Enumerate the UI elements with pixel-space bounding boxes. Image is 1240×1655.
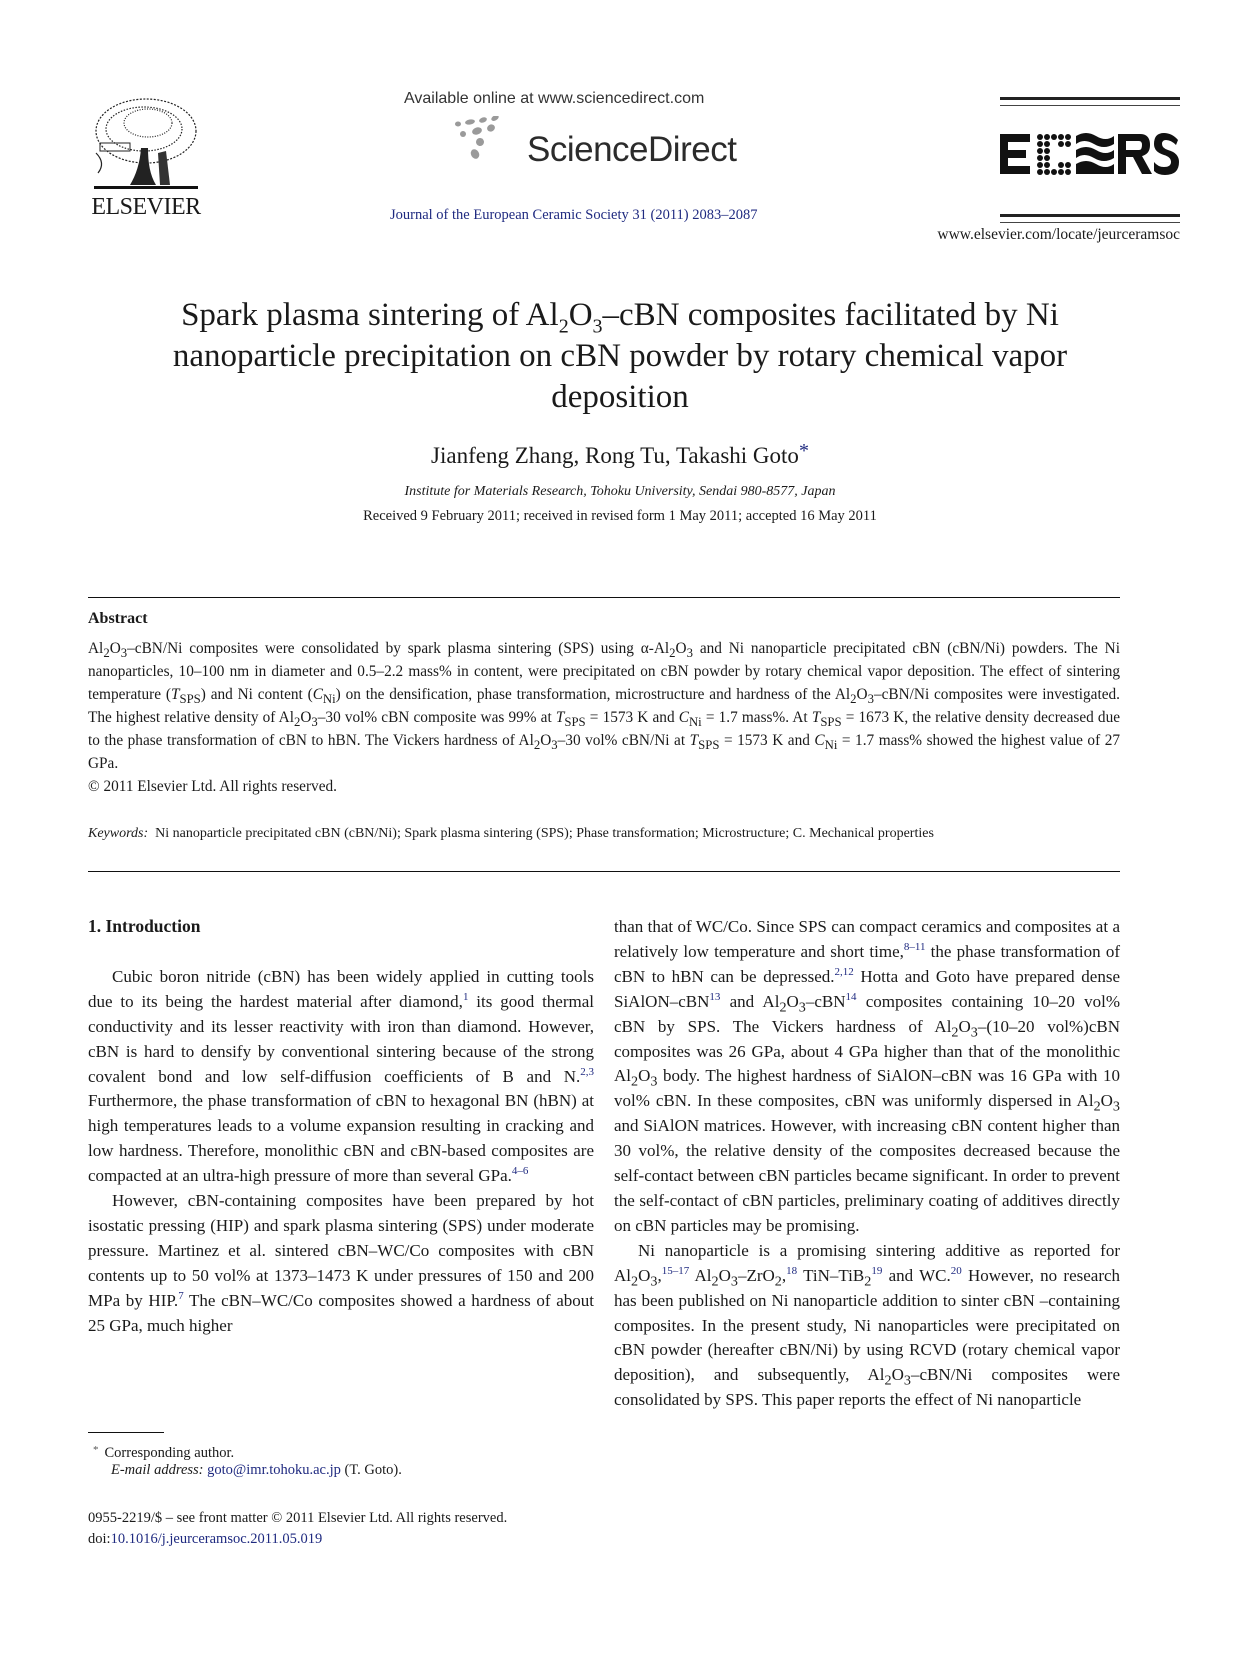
keywords-text: Ni nanoparticle precipitated cBN (cBN/Ni); Spark plasma sintering (SPS); Phase transformation; Microstructure; C. Mechanical properties — [155, 826, 934, 841]
intro-paragraph: Ni nanoparticle is a promising sintering additive as reported for $Al_2O_3,^{15-17}$ $Al_2O_3-ZrO_2,^{18}$ TiN–TiB$_2^{19}$ and WC.$^{20}$ However, no research has been published on Ni nanoparticle addition to sinter cBN –containing composites. In the present study, Ni nanoparticles were precipitated on cBN powder (hereafter cBN/Ni) by using RCVD (rotary chemical vapor deposition), and subsequently, $Al_2O_3-cBN/Ni$ composites were consolidated by SPS. This paper reports the effect of Ni nanoparticle — [614, 1240, 1121, 1410]
corresponding-author-marker[interactable]: * — [798, 440, 809, 462]
section-heading-introduction: 1. Introduction — [88, 916, 201, 936]
footnote-email: E-mail address: goto@imr.tohoku.ac.jp (T. Goto). — [111, 1462, 402, 1478]
keywords — [88, 826, 1120, 842]
sciencedirect-wordmark[interactable]: ScienceDirect — [527, 130, 737, 169]
keywords-label: Keywords: — [88, 826, 149, 841]
ecers-bottom-rule — [1000, 214, 1180, 223]
available-online-text[interactable]: Available online at www.sciencedirect.com — [404, 90, 705, 107]
email-link[interactable]: goto@imr.tohoku.ac.jp — [207, 1462, 341, 1478]
intro-paragraph: Cubic boron nitride (cBN) has been widely applied in cutting tools due to its being the hardest material after diamond,$^1$ its good thermal conductivity and its lesser reactivity with iron than diamond. However, cBN is hard to densify by conventional sintering because of the strong covalent bond and low self-diffusion coefficients of B and N.$^{2,3}$ Furthermore, the phase transformation of cBN to hexagonal BN (hBN) at high temperatures leads to a volume expansion resulting in cracking and low hardness. Therefore, monolithic cBN and cBN-based composites are compacted at an ultra-high pressure of more than several GPa.$^{4-6}$ — [88, 966, 595, 1186]
affiliation: Institute for Materials Research, Tohoku University, Sendai 980-8577, Japan — [404, 484, 836, 499]
journal-reference-link[interactable]: Journal of the European Ceramic Society 31 (2011) 2083–2087 — [390, 207, 758, 223]
left-column — [88, 914, 594, 1339]
abstract-top-rule — [88, 597, 1120, 598]
received-dates: Received 9 February 2011; received in revised form 1 May 2011; accepted 16 May 2011 — [363, 508, 877, 524]
footnote-corresponding: * Corresponding author. — [93, 1444, 235, 1461]
abstract-copyright: © 2011 Elsevier Ltd. All rights reserved. — [88, 778, 337, 795]
elsevier-tree-logo-icon — [86, 93, 204, 193]
journal-url-link[interactable]: www.elsevier.com/locate/jeurceramsoc — [937, 226, 1180, 243]
keywords-bottom-rule — [88, 871, 1120, 872]
abstract-heading: Abstract — [88, 610, 148, 627]
front-matter — [88, 1508, 507, 1550]
doi-link[interactable]: 10.1016/j.jeurceramsoc.2011.05.019 — [110, 1531, 323, 1547]
ecers-logo-icon — [1000, 128, 1180, 180]
right-column — [614, 915, 1120, 1413]
footnote-rule — [88, 1432, 164, 1433]
intro-paragraph: than that of WC/Co. Since SPS can compact ceramics and composites at a relatively low temperature and short time,$^{8-11}$ the phase transformation of cBN to hBN can be depressed.$^{2,12}$ Hotta and Goto have prepared dense SiAlON–cBN$^{13}$ and $Al_2O_3-cBN^{14}$ composites containing 10–20 vol% cBN by SPS. The Vickers hardness of $Al_2O_3-(10-20$ vol%)cBN composites was 26 GPa, about 4 GPa higher than that of the monolithic $Al_2O_3$ body. The highest hardness of SiAlON–cBN was 16 GPa with 10 vol% cBN. In these composites, cBN was uniformly dispersed in $Al_2O_3$ and SiAlON matrices. However, with increasing cBN content higher than 30 vol%, the relative density of the composites decreased because the self-contact between cBN particles became significant. In order to prevent the self-contact of cBN particles, preliminary coating of additives directly on cBN particles may be promising. — [614, 917, 1121, 1235]
publisher-name: ELSEVIER — [91, 194, 201, 220]
intro-paragraph: However, cBN-containing composites have been prepared by hot isostatic pressing (HIP) and spark plasma sintering (SPS) under moderate pressure. Martinez et al. sintered cBN–WC/Co composites with cBN contents up to 50 vol% at 1373–1473 K under pressures of 150 and 200 MPa by HIP.$^7$ The cBN–WC/Co composites showed a hardness of about 25 GPa, much higher — [88, 1191, 595, 1335]
front-matter-text: 0955-2219/$ – see front matter © 2011 Elsevier Ltd. All rights reserved. — [88, 1510, 508, 1526]
ecers-top-rule — [1000, 97, 1180, 106]
doi-line: doi:10.1016/j.jeurceramsoc.2011.05.019 — [88, 1531, 323, 1547]
abstract-text: $Al_2O_3-cBN/Ni$ composites were consolidated by spark plasma sintering (SPS) using $\alpha-Al_2O_3$ and Ni nanoparticle precipitated cBN (cBN/Ni) powders. The Ni nanoparticles, 10–100 nm in diameter and 0.5–2.2 mass% in content, were precipitated on cBN powder by rotary chemical vapor deposition. The effect of sintering temperature $(T_{SPS})$ and Ni content $(C_{Ni})$ on the densification, phase transformation, microstructure and hardness of the $Al_2O_3-cBN/Ni$ composites were investigated. The highest relative density of $Al_2O_3-30$ vol% cBN composite was 99% at $T_{SPS} = 1573$ K and $C_{Ni} = 1.7$ mass%. At $T_{SPS} = 1673$ K, the relative density decreased due to the phase transformation of cBN to hBN. The Vickers hardness of $Al_2O_3-30$ vol% cBN/Ni at $T_{SPS} = 1573$ K and $C_{Ni} = 1.7$ mass% showed the highest value of 27 GPa. — [88, 640, 1121, 772]
author-list: Jianfeng Zhang, Rong Tu, Takashi Goto* — [431, 440, 809, 468]
abstract-body — [88, 637, 1120, 798]
article-title: Spark plasma sintering of $Al_2O_3$–cBN composites facilitated by Ni nanoparticle precipitation on cBN powder by rotary chemical vapor deposition — [172, 297, 1068, 415]
